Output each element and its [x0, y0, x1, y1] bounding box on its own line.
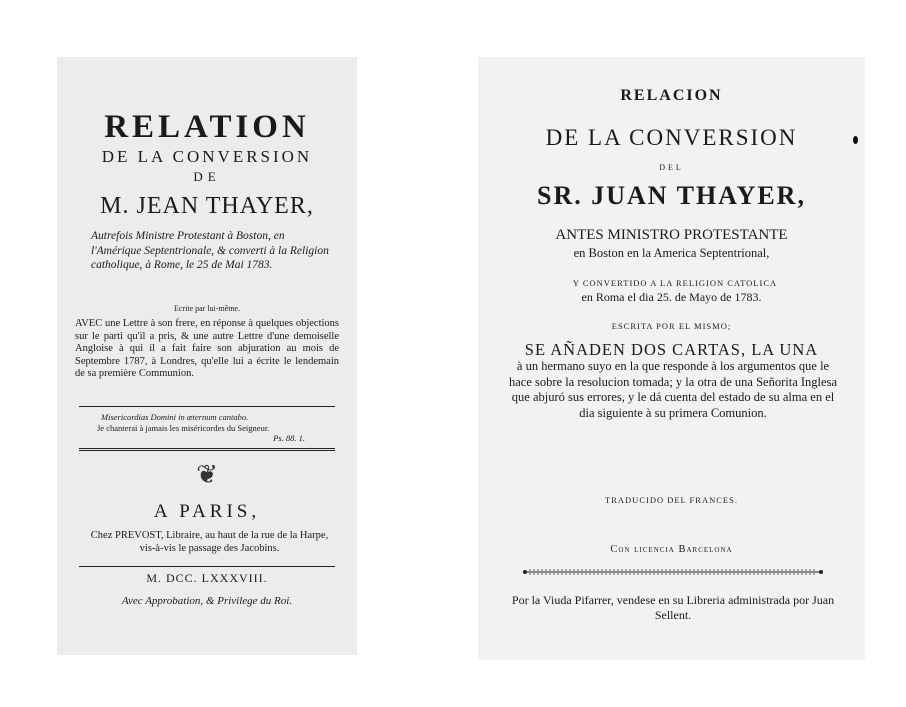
- spanish-del: DEL: [659, 163, 684, 172]
- epigraph-latin: Misericordias Domini in æternum cantabo.: [101, 412, 249, 422]
- french-subtitle: DE LA CONVERSION: [101, 147, 313, 166]
- french-subtitle-de: DE: [193, 169, 221, 184]
- spanish-escrita: ESCRITA POR EL MISMO;: [611, 321, 732, 331]
- spanish-traducido: TRADUCIDO DEL FRANCES.: [605, 495, 738, 505]
- french-epigraph: [97, 412, 335, 444]
- spanish-licencia: Con licencia Barcelona: [610, 544, 733, 555]
- spanish-author-name: SR. JUAN THAYER,: [537, 181, 806, 210]
- spanish-title: RELACION: [620, 87, 723, 104]
- french-letters-text: AVEC une Lettre à son frere, en réponse à quelques objections sur le parti qu'il a pris, & une autre Lettre d'une demoiselle Angloise à qui il a fait faire son abjuration au mois de Septembre 1787, à Londres, qu'elle lui a écrite le lendemain de sa première Communion.: [75, 318, 339, 379]
- spanish-subtitle: DE LA CONVERSION: [545, 125, 798, 150]
- spanish-anaden: SE AÑADEN DOS CARTAS, LA UNA: [524, 340, 819, 359]
- spanish-convertido-line1: Y CONVERTIDO A LA RELIGION CATOLICA: [572, 278, 778, 288]
- spanish-ornamental-rule: [523, 568, 823, 576]
- french-title-page: [57, 57, 357, 655]
- french-approbation: Avec Approbation, & Privilege du Roi.: [121, 595, 293, 607]
- french-printer: Chez PREVOST, Libraire, au haut de la rue de la Harpe, vis-à-vis le passage des Jacobins.: [90, 530, 329, 554]
- french-imprint-rule: [79, 566, 335, 567]
- french-place: A PARIS,: [153, 501, 261, 522]
- epigraph-reference: Ps. 88. 1.: [273, 433, 305, 443]
- scan-speck: [853, 136, 858, 144]
- spanish-printer: Por la Viuda Pifarrer, vendese en su Libreria administrada por Juan Sellent.: [511, 593, 835, 622]
- french-bottom-rule: [79, 448, 335, 451]
- epigraph-french: Je chanterai à jamais les miséricordes du Seigneur.: [97, 422, 270, 433]
- french-date: M. DCC. LXXXVIII.: [146, 571, 268, 585]
- french-top-rule: [79, 406, 335, 407]
- spanish-title-page: [478, 57, 865, 660]
- french-ecrite-line: Ecrite par lui-même.: [174, 304, 240, 313]
- french-title: RELATION: [104, 109, 310, 145]
- spanish-antes: ANTES MINISTRO PROTESTANTE: [555, 227, 788, 243]
- fleuron-ornament: ❦: [196, 460, 218, 489]
- spanish-convertido-line2: en Roma el dia 25. de Mayo de 1783.: [581, 290, 762, 304]
- spanish-body-text: à un hermano suyo en la que responde à los argumentos que le hace sobre la resolucion tomada; y la otra de una Señorita Inglesa que abjuró sus errores, y le dá cuenta del estado de su alma en el dia siguiente à su primera Comunion.: [508, 359, 837, 420]
- french-description: Autrefois Ministre Protestant à Boston, en l'Amérique Septentrionale, & converti à la Religion catholique, à Rome, le 25 de Mai 1783.: [91, 230, 329, 271]
- french-author-name: M. JEAN THAYER,: [100, 193, 314, 219]
- spanish-boston: en Boston en la America Septentrional,: [573, 246, 770, 260]
